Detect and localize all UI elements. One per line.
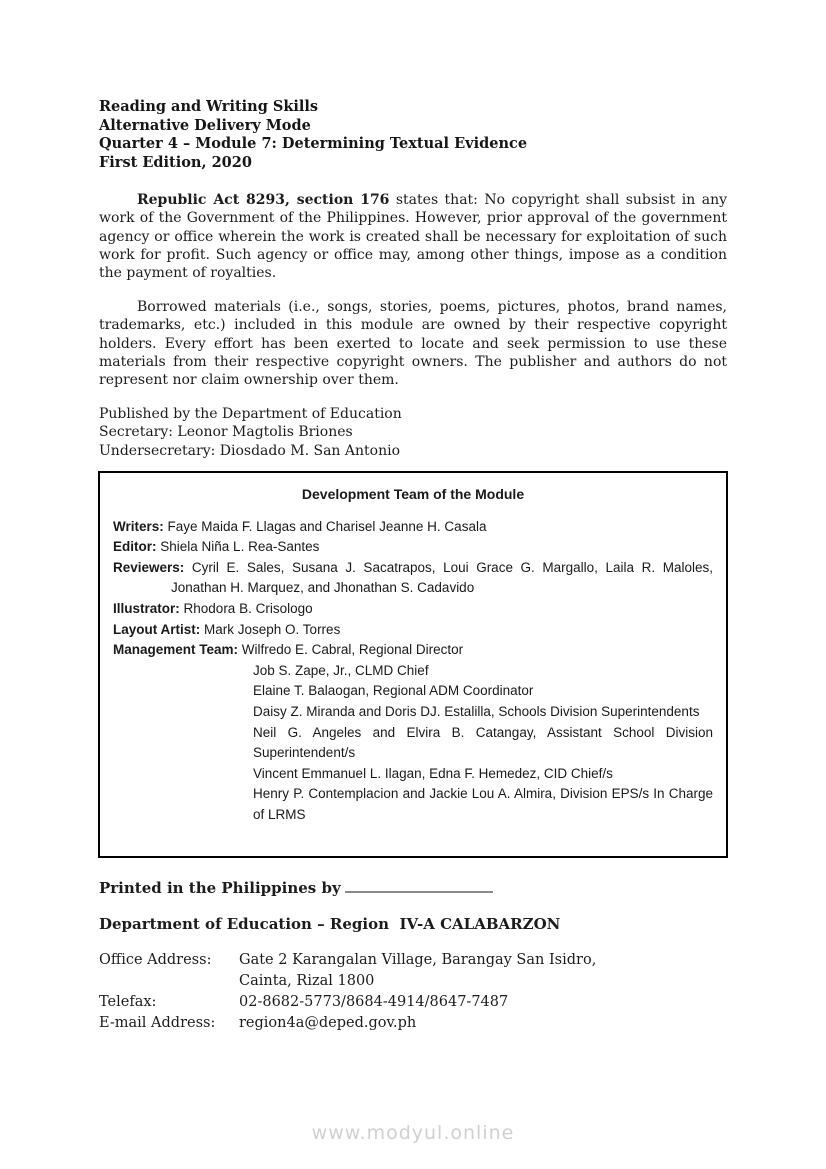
- management-team-members: [253, 661, 713, 826]
- printed-by-text: Printed in the Philippines by: [99, 879, 341, 897]
- contact-block: [99, 950, 719, 1034]
- management-member: Job S. Zape, Jr., CLMD Chief: [253, 662, 429, 678]
- development-team-box: [98, 471, 728, 858]
- telefax-label: Telefax:: [99, 994, 157, 1010]
- management-member: Elaine T. Balaogan, Regional ADM Coordinator: [253, 683, 534, 699]
- management-team-head: Wilfredo E. Cabral, Regional Director: [241, 642, 464, 658]
- development-team-title: Development Team of the Module: [301, 486, 525, 502]
- module-quarter-title: Quarter 4 – Module 7: Determining Textual Evidence: [99, 135, 528, 152]
- contact-row-office-address-2: [99, 971, 719, 992]
- copyright-paragraph-text: states that: No copyright shall subsist in any work of the Government of the Philippines. However, prior approval of the government agency or office wherein the work is created shall be necessary for exploitation of such work for profit. Such agency or office may, among other things, impose as a condition the payment of royalties.: [99, 192, 727, 282]
- writers-label: Writers:: [113, 518, 164, 534]
- editor-entry: [113, 537, 713, 558]
- office-address-label-blank: [99, 971, 239, 992]
- office-address-value: Gate 2 Karangalan Village, Barangay San Isidro,: [239, 952, 597, 968]
- contact-row-email: [99, 1013, 719, 1034]
- management-member: Daisy Z. Miranda and Doris DJ. Estalilla, Schools Division Superintendents: [253, 703, 700, 719]
- layout-artist-entry: [113, 620, 713, 641]
- management-team-label: Management Team:: [113, 642, 239, 658]
- copyright-paragraph: [99, 191, 727, 282]
- editor-label: Editor:: [113, 539, 157, 555]
- writers-entry: [113, 517, 713, 538]
- illustrator-entry: [113, 599, 713, 620]
- telefax-value: 02-8682-5773/8684-4914/8647-7487: [239, 994, 509, 1010]
- reviewers-names: Cyril E. Sales, Susana J. Sacatrapos, Loui Grace G. Margallo, Laila R. Maloles, Jonathan H. Marquez, and Jhonathan S. Cadavido: [171, 559, 713, 596]
- module-delivery-mode: Alternative Delivery Mode: [99, 116, 311, 134]
- watermark-text: www.modyul.online: [311, 1122, 515, 1144]
- republic-act-reference: Republic Act 8293, section 176: [137, 192, 390, 208]
- management-member: Neil G. Angeles and Elvira B. Catangay, Assistant School Division Superintendent/s: [253, 724, 713, 761]
- management-member: Vincent Emmanuel L. Ilagan, Edna F. Hemedez, CID Chief/s: [253, 765, 613, 781]
- illustrator-label: Illustrator:: [113, 600, 180, 616]
- reviewers-label: Reviewers:: [113, 559, 185, 575]
- email-label: E-mail Address:: [99, 1015, 216, 1031]
- contact-row-telefax: [99, 992, 719, 1013]
- module-header: [99, 98, 739, 172]
- layout-artist-name: Mark Joseph O. Torres: [204, 621, 341, 637]
- secretary-line: Secretary: Leonor Magtolis Briones: [99, 424, 353, 441]
- printer-blank-line: [345, 891, 493, 893]
- module-subject-title: Reading and Writing Skills: [99, 98, 319, 115]
- illustrator-name: Rhodora B. Crisologo: [183, 600, 313, 616]
- publisher-block: [99, 405, 739, 460]
- reviewers-entry: [113, 558, 713, 599]
- contact-row-office-address: [99, 950, 719, 971]
- office-address-value-2: Cainta, Rizal 1800: [239, 973, 375, 989]
- writers-names: Faye Maida F. Llagas and Charisel Jeanne H. Casala: [167, 518, 487, 534]
- office-address-label: Office Address:: [99, 952, 212, 968]
- printed-by-line: [99, 879, 739, 897]
- module-edition: First Edition, 2020: [99, 153, 252, 171]
- email-value: region4a@deped.gov.ph: [239, 1015, 417, 1031]
- undersecretary-line: Undersecretary: Diosdado M. San Antonio: [99, 442, 400, 459]
- borrowed-materials-paragraph: Borrowed materials (i.e., songs, stories, poems, pictures, photos, brand names, trademarks, etc.) included in this module are owned by their respective copyright holders. Every effort has been exerted to locate and seek permission to use these materials from their respective copyright owners. The publisher and authors do not represent nor claim ownership over them.: [99, 299, 727, 389]
- management-member: Henry P. Contemplacion and Jackie Lou A. Almira, Division EPS/s In Charge of LRMS: [253, 786, 713, 822]
- layout-artist-label: Layout Artist:: [113, 621, 201, 637]
- management-team-entry: [113, 640, 713, 661]
- department-region-line: Department of Education – Region IV-A CALABARZON: [99, 915, 561, 933]
- editor-name: Shiela Niña L. Rea-Santes: [160, 539, 320, 555]
- published-by-line: Published by the Department of Education: [99, 406, 402, 422]
